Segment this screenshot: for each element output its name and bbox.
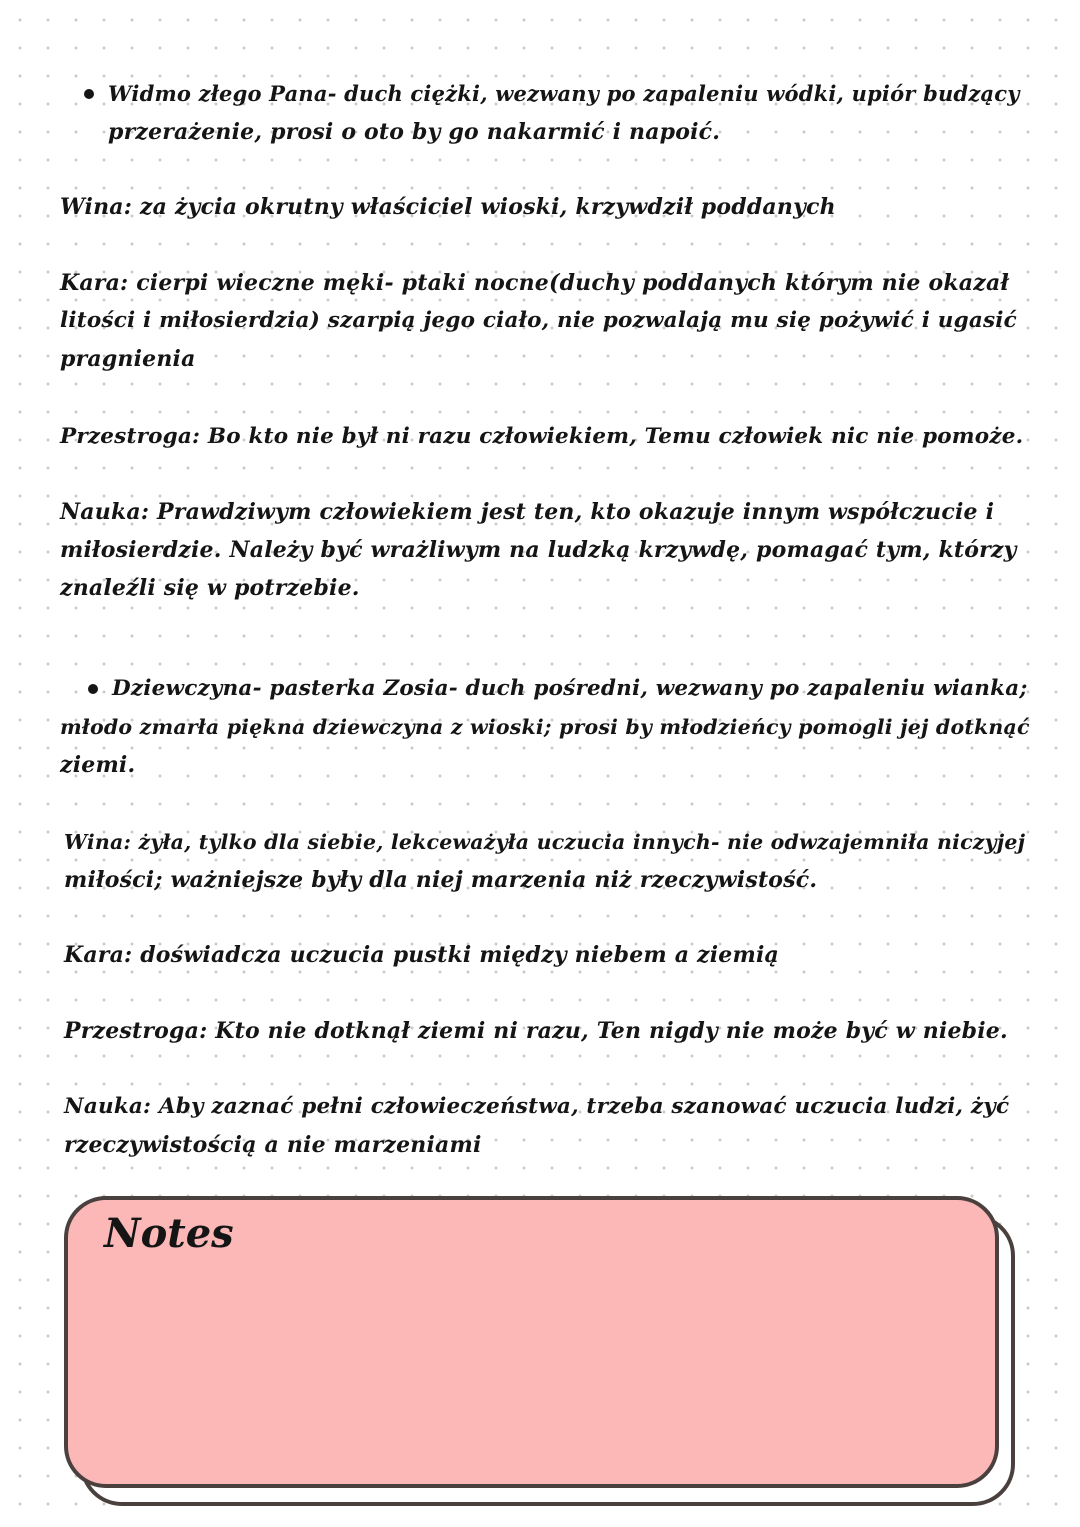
bullet-icon	[88, 684, 98, 694]
section2-przestroga: Przestroga: Kto nie dotknął ziemi ni razu, Ten nigdy nie może być w niebie.	[64, 1018, 1008, 1044]
section1-bullet-line1: Widmo złego Pana- duch ciężki, wezwany po zapaleniu wódki, upiór budzący	[108, 81, 1020, 106]
section1-kara-line3: pragnienia	[60, 346, 196, 372]
section1-nauka-line2: miłosierdzie. Należy być wrażliwym na ludzką krzywdę, pomagać tym, którzy	[60, 537, 1017, 563]
notes-title: Notes	[104, 1210, 234, 1257]
section1-kara-line2: litości i miłosierdzia) szarpią jego ciało, nie pozwalają mu się pożywić i ugasić	[60, 308, 1017, 333]
section2-wina-line2: miłości; ważniejsze były dla niej marzenia niż rzeczywistość.	[64, 867, 818, 893]
section1-nauka-line3: znaleźli się w potrzebie.	[60, 575, 360, 601]
section2-bullet-line3: ziemi.	[60, 752, 136, 778]
section1-bullet-line2: przerażenie, prosi o oto by go nakarmić i napoić.	[108, 119, 721, 145]
section2-bullet-line2: młodo zmarła piękna dziewczyna z wioski; prosi by młodzieńcy pomogli jej dotknąć	[60, 715, 1030, 739]
section2-nauka-line2: rzeczywistością a nie marzeniami	[64, 1132, 482, 1158]
section1-wina: Wina: za życia okrutny właściciel wioski, krzywdził poddanych	[60, 194, 836, 220]
section1-przestroga: Przestroga: Bo kto nie był ni razu człowiekiem, Temu człowiek nic nie pomoże.	[60, 424, 1024, 449]
section2-bullet-line1: Dziewczyna- pasterka Zosia- duch pośredni, wezwany po zapaleniu wianka;	[112, 676, 1028, 701]
section1-kara-line1: Kara: cierpi wieczne męki- ptaki nocne(duchy poddanych którym nie okazał	[60, 270, 1010, 296]
section2-nauka-line1: Nauka: Aby zaznać pełni człowieczeństwa, trzeba szanować uczucia ludzi, żyć	[64, 1094, 1010, 1119]
section2-wina-line1: Wina: żyła, tylko dla siebie, lekceważyła uczucia innych- nie odwzajemniła niczyjej	[64, 830, 1026, 854]
section1-nauka-line1: Nauka: Prawdziwym człowiekiem jest ten, kto okazuje innym współczucie i	[60, 499, 995, 525]
section2-kara: Kara: doświadcza uczucia pustki między niebem a ziemią	[64, 942, 779, 968]
bullet-icon	[84, 89, 94, 99]
